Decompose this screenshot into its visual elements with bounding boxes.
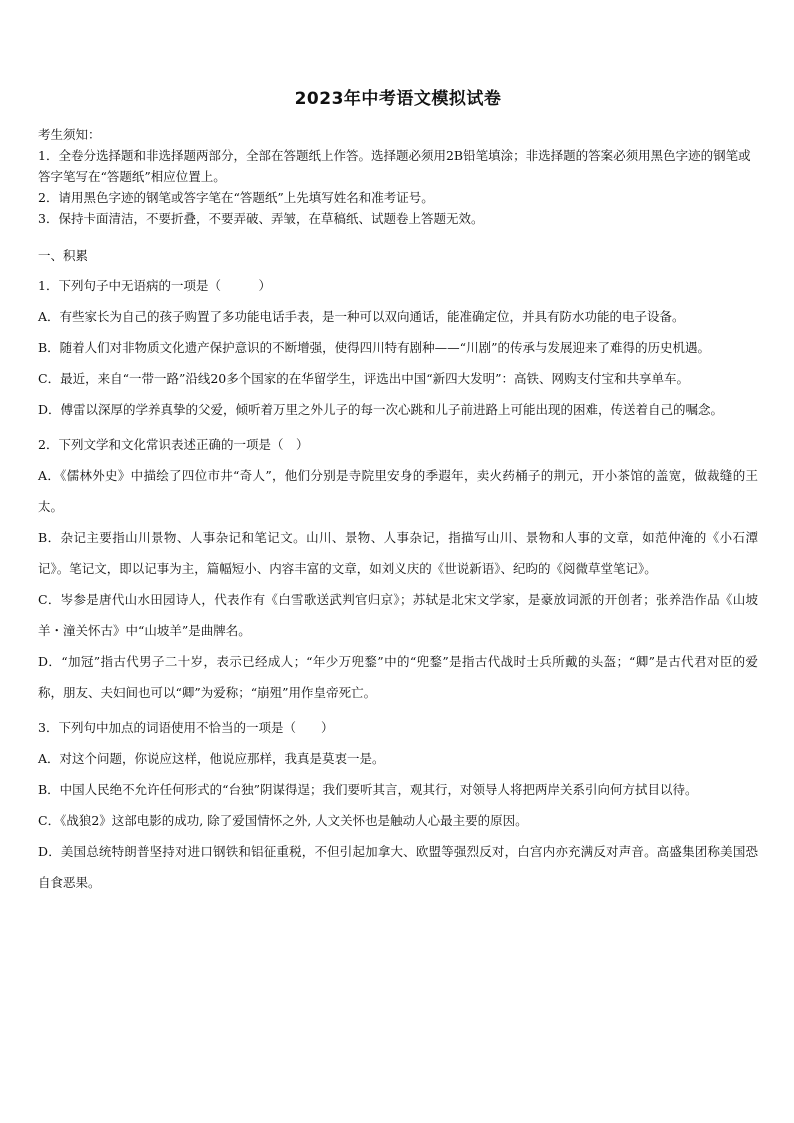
question-3-option-b: B．中国人民绝不允许任何形式的“台独”阴谋得逞；我们要听其言，观其行，对领导人将把两岸关系引向何方拭目以待。 — [38, 782, 698, 797]
question-1-option-c: C．最近，来自“一带一路”沿线20多个国家的在华留学生，评选出中国“新四大发明”：高铁、网购支付宝和共享单车。 — [38, 371, 690, 386]
exam-page — [38, 88, 758, 898]
question-2 — [38, 429, 758, 708]
question-1-option-b: B．随着人们对非物质文化遗产保护意识的不断增强，使得四川特有剧种——“川剧”的传承与发展迎来了难得的历史机遇。 — [38, 340, 710, 355]
question-1 — [38, 270, 758, 425]
question-3 — [38, 712, 758, 898]
question-2-option-a: A．《儒林外史》中描绘了四位市井“奇人”，他们分别是寺院里安身的季遐年，卖火药桶子的荆元，开小茶馆的盖宽，做裁缝的王太。 — [38, 468, 758, 514]
question-2-option-d: D．“加冠”指古代男子二十岁，表示已经成人；“年少万兜鍪”中的“兜鍪”是指古代战时士兵所戴的头盔；“卿”是古代君对臣的爱称，朋友、夫妇间也可以“卿”为爱称；“崩殂”用作皇帝死亡。 — [38, 654, 758, 700]
question-1-option-a: A．有些家长为自己的孩子购置了多功能电话手表，是一种可以双向通话，能准确定位，并具有防水功能的电子设备。 — [38, 309, 685, 324]
question-2-option-c: C．岑参是唐代山水田园诗人，代表作有《白雪歌送武判官归京》；苏轼是北宋文学家，是豪放词派的开创者；张养浩作品《山坡羊・潼关怀古》中“山坡羊”是曲牌名。 — [38, 592, 758, 638]
candidate-notice — [38, 124, 758, 229]
section-heading-accumulation: 一、积累 — [38, 248, 89, 263]
question-3-stem: 3．下列句中加点的词语使用不恰当的一项是（ ） — [38, 720, 334, 735]
notice-item-3: 3．保持卡面清洁，不要折叠，不要弄破、弄皱，在草稿纸、试题卷上答题无效。 — [38, 211, 484, 226]
question-1-stem: 1．下列句子中无语病的一项是（ ） — [38, 278, 271, 293]
notice-item-1: 1．全卷分选择题和非选择题两部分，全部在答题纸上作答。选择题必须用2B铅笔填涂；非选择题的答案必须用黑色字迹的钢笔或答字笔写在“答题纸”相应位置上。 — [38, 148, 751, 184]
notice-heading: 考生须知： — [38, 127, 101, 142]
notice-item-2: 2．请用黑色字迹的钢笔或答字笔在“答题纸”上先填写姓名和准考证号。 — [38, 190, 434, 205]
page-title: 2023年中考语文模拟试卷 — [294, 89, 502, 109]
question-2-stem: 2．下列文学和文化常识表述正确的一项是（ ） — [38, 437, 309, 452]
question-2-option-b: B．杂记主要指山川景物、人事杂记和笔记文。山川、景物、人事杂记，指描写山川、景物和人事的文章，如范仲淹的《小石潭记》。笔记文，即以记事为主，篇幅短小、内容丰富的文章，如刘义庆的《世说新语》、纪昀的《阅微草堂笔记》。 — [38, 530, 758, 576]
question-3-option-c: C．《战狼2》这部电影的成功, 除了爱国情怀之外, 人文关怀也是触动人心最主要的原因。 — [38, 813, 528, 828]
question-3-option-a: A．对这个问题，你说应这样，他说应那样，我真是莫衷一是。 — [38, 751, 385, 766]
question-3-option-d: D．美国总统特朗普坚持对进口钢铁和铝征重税，不但引起加拿大、欧盟等强烈反对，白宫内亦充满反对声音。高盛集团称美国恐自食恶果。 — [38, 844, 758, 890]
question-1-option-d: D．傅雷以深厚的学养真挚的父爱，倾听着万里之外儿子的每一次心跳和儿子前进路上可能出现的困难，传送着自己的嘱念。 — [38, 402, 724, 417]
